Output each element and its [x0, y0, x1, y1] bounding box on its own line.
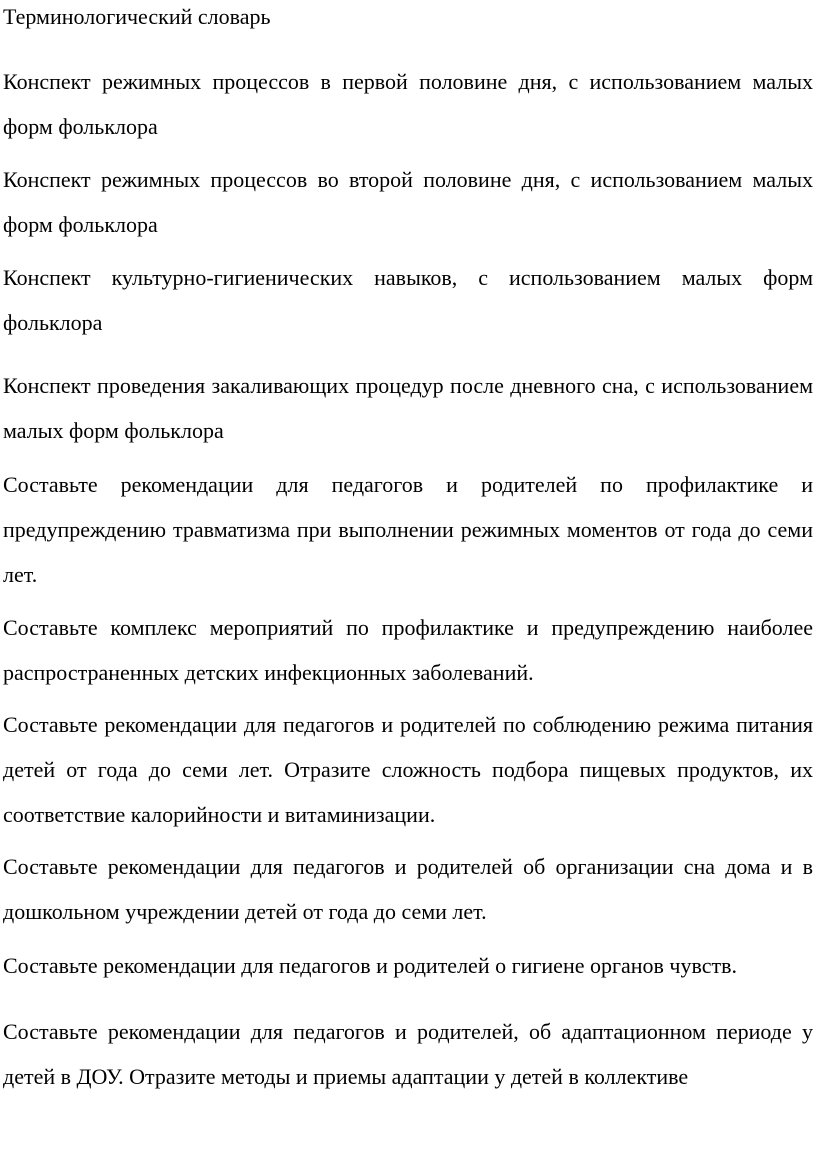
- paragraph-glossary: Терминологический словарь: [3, 4, 271, 29]
- paragraph-morning-routine: Конспект режимных процессов в первой половине дня, с использованием малых форм фольклора: [3, 69, 813, 139]
- paragraph-injury-prevention: Составьте рекомендации для педагогов и родителей по профилактике и предупреждению травматизма при выполнении режимных моментов от года до семи лет.: [3, 472, 813, 587]
- paragraph-nutrition: Составьте рекомендации для педагогов и родителей по соблюдению режима питания детей от года до семи лет. Отразите сложность подбора пищевых продуктов, их соответствие калорийности и витаминизации.: [3, 712, 813, 827]
- paragraph-adaptation: Составьте рекомендации для педагогов и родителей, об адаптационном периоде у детей в ДОУ. Отразите методы и приемы адаптации у детей в коллективе: [3, 1019, 813, 1089]
- paragraph-sense-organs: Составьте рекомендации для педагогов и родителей о гигиене органов чувств.: [3, 953, 738, 978]
- paragraph-hygiene-skills: Конспект культурно-гигиенических навыков, с использованием малых форм фольклора: [3, 265, 813, 335]
- paragraph-hardening: Конспект проведения закаливающих процедур после дневного сна, с использованием малых форм фольклора: [3, 373, 813, 443]
- paragraph-sleep: Составьте рекомендации для педагогов и родителей об организации сна дома и в дошкольном учреждении детей от года до семи лет.: [3, 854, 813, 924]
- paragraph-afternoon-routine: Конспект режимных процессов во второй половине дня, с использованием малых форм фольклора: [3, 167, 813, 237]
- paragraph-infection-prevention: Составьте комплекс мероприятий по профилактике и предупреждению наиболее распространенных детских инфекционных заболеваний.: [3, 615, 813, 685]
